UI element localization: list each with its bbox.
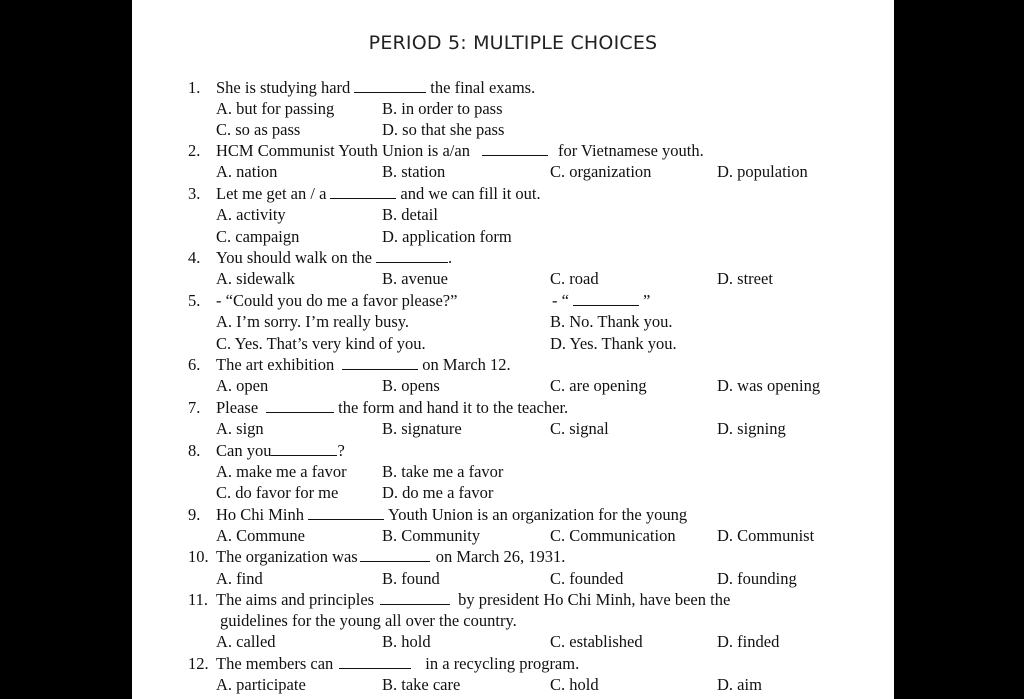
option-b[interactable]: B. Community	[382, 526, 481, 545]
option-a[interactable]: A. I’m sorry. I’m really busy.	[216, 312, 410, 331]
question-number: 3.	[188, 184, 201, 203]
question-8	[132, 440, 894, 461]
question-stem: - “Could you do me a favor please?”	[216, 291, 458, 310]
option-c[interactable]: C. established	[550, 632, 643, 651]
question-6	[132, 354, 894, 375]
option-b[interactable]: B. avenue	[382, 269, 448, 288]
question-stem-continued: guidelines for the young all over the country.	[220, 611, 517, 630]
options-row	[132, 418, 894, 439]
option-b[interactable]: B. signature	[382, 419, 462, 438]
options-row	[132, 311, 894, 332]
option-a[interactable]: A. find	[216, 569, 263, 588]
options-row	[132, 674, 894, 695]
options-row	[132, 268, 894, 289]
option-d[interactable]: D. population	[717, 162, 808, 181]
option-b[interactable]: B. take care	[382, 675, 461, 694]
option-a[interactable]: A. nation	[216, 162, 278, 181]
options-row	[132, 525, 894, 546]
question-number: 6.	[188, 355, 201, 374]
response-prompt: - “ ”	[552, 291, 651, 310]
options-row	[132, 461, 894, 482]
option-a[interactable]: A. sidewalk	[216, 269, 295, 288]
options-row	[132, 375, 894, 396]
options-row	[132, 482, 894, 503]
question-4	[132, 247, 894, 268]
option-d[interactable]: D. so that she pass	[382, 120, 505, 139]
options-row	[132, 333, 894, 354]
option-a[interactable]: A. open	[216, 376, 269, 395]
question-stem: Please the form and hand it to the teacher.	[216, 398, 569, 417]
option-d[interactable]: D. application form	[382, 227, 512, 246]
option-b[interactable]: B. opens	[382, 376, 440, 395]
option-c[interactable]: C. founded	[550, 569, 624, 588]
question-number: 10.	[188, 547, 209, 566]
options-row	[132, 568, 894, 589]
option-d[interactable]: D. Communist	[717, 526, 815, 545]
question-11-continued	[132, 610, 894, 631]
option-a[interactable]: A. called	[216, 632, 276, 651]
worksheet-page	[132, 0, 894, 699]
question-number: 5.	[188, 291, 201, 310]
options-row	[132, 226, 894, 247]
question-stem: The aims and principles by president Ho Chi Minh, have been the	[216, 590, 731, 609]
question-stem: HCM Communist Youth Union is a/an for Vietnamese youth.	[216, 141, 704, 160]
option-c[interactable]: C. organization	[550, 162, 652, 181]
options-row	[132, 119, 894, 140]
option-b[interactable]: B. hold	[382, 632, 431, 651]
option-b[interactable]: B. take me a favor	[382, 462, 504, 481]
option-a[interactable]: A. Commune	[216, 526, 305, 545]
option-c[interactable]: C. so as pass	[216, 120, 301, 139]
option-d[interactable]: D. finded	[717, 632, 780, 651]
question-stem: The art exhibition on March 12.	[216, 355, 511, 374]
question-10	[132, 546, 894, 567]
question-stem: The members can in a recycling program.	[216, 654, 580, 673]
option-a[interactable]: A. activity	[216, 205, 286, 224]
option-d[interactable]: D. aim	[717, 675, 762, 694]
question-11	[132, 589, 894, 610]
options-row	[132, 161, 894, 182]
option-d[interactable]: D. street	[717, 269, 773, 288]
option-c[interactable]: C. signal	[550, 419, 609, 438]
page-title: PERIOD 5: MULTIPLE CHOICES	[368, 32, 658, 54]
question-number: 4.	[188, 248, 201, 267]
option-c[interactable]: C. road	[550, 269, 599, 288]
options-row	[132, 204, 894, 225]
question-stem: Can you ?	[216, 441, 345, 460]
question-7	[132, 397, 894, 418]
option-c[interactable]: C. are opening	[550, 376, 647, 395]
question-stem: Let me get an / a and we can fill it out.	[216, 184, 541, 203]
question-stem: Ho Chi Minh Youth Union is an organization for the young	[216, 505, 688, 524]
question-3	[132, 183, 894, 204]
option-c[interactable]: C. Yes. That’s very kind of you.	[216, 334, 426, 353]
option-b[interactable]: B. in order to pass	[382, 99, 503, 118]
option-a[interactable]: A. sign	[216, 419, 264, 438]
option-a[interactable]: A. participate	[216, 675, 306, 694]
option-d[interactable]: D. founding	[717, 569, 797, 588]
option-d[interactable]: D. signing	[717, 419, 786, 438]
question-number: 12.	[188, 654, 209, 673]
question-9	[132, 504, 894, 525]
option-b[interactable]: B. found	[382, 569, 440, 588]
option-b[interactable]: B. No. Thank you.	[550, 312, 673, 331]
option-a[interactable]: A. but for passing	[216, 99, 335, 118]
question-5	[132, 290, 894, 311]
option-d[interactable]: D. Yes. Thank you.	[550, 334, 677, 353]
question-stem: You should walk on the .	[216, 248, 453, 267]
option-c[interactable]: C. do favor for me	[216, 483, 339, 502]
question-number: 2.	[188, 141, 201, 160]
option-c[interactable]: C. hold	[550, 675, 599, 694]
question-stem: She is studying hard the final exams.	[216, 78, 536, 97]
option-b[interactable]: B. station	[382, 162, 446, 181]
options-row	[132, 98, 894, 119]
option-d[interactable]: D. do me a favor	[382, 483, 494, 502]
question-number: 11.	[188, 590, 209, 609]
options-row	[132, 631, 894, 652]
question-number: 9.	[188, 505, 201, 524]
question-12	[132, 653, 894, 674]
question-1	[132, 77, 894, 98]
question-number: 8.	[188, 441, 201, 460]
question-number: 7.	[188, 398, 201, 417]
question-2	[132, 140, 894, 161]
option-b[interactable]: B. detail	[382, 205, 438, 224]
option-c[interactable]: C. Communication	[550, 526, 676, 545]
question-stem: The organization was on March 26, 1931.	[216, 547, 566, 566]
option-a[interactable]: A. make me a favor	[216, 462, 347, 481]
option-c[interactable]: C. campaign	[216, 227, 300, 246]
question-number: 1.	[188, 78, 201, 97]
option-d[interactable]: D. was opening	[717, 376, 821, 395]
